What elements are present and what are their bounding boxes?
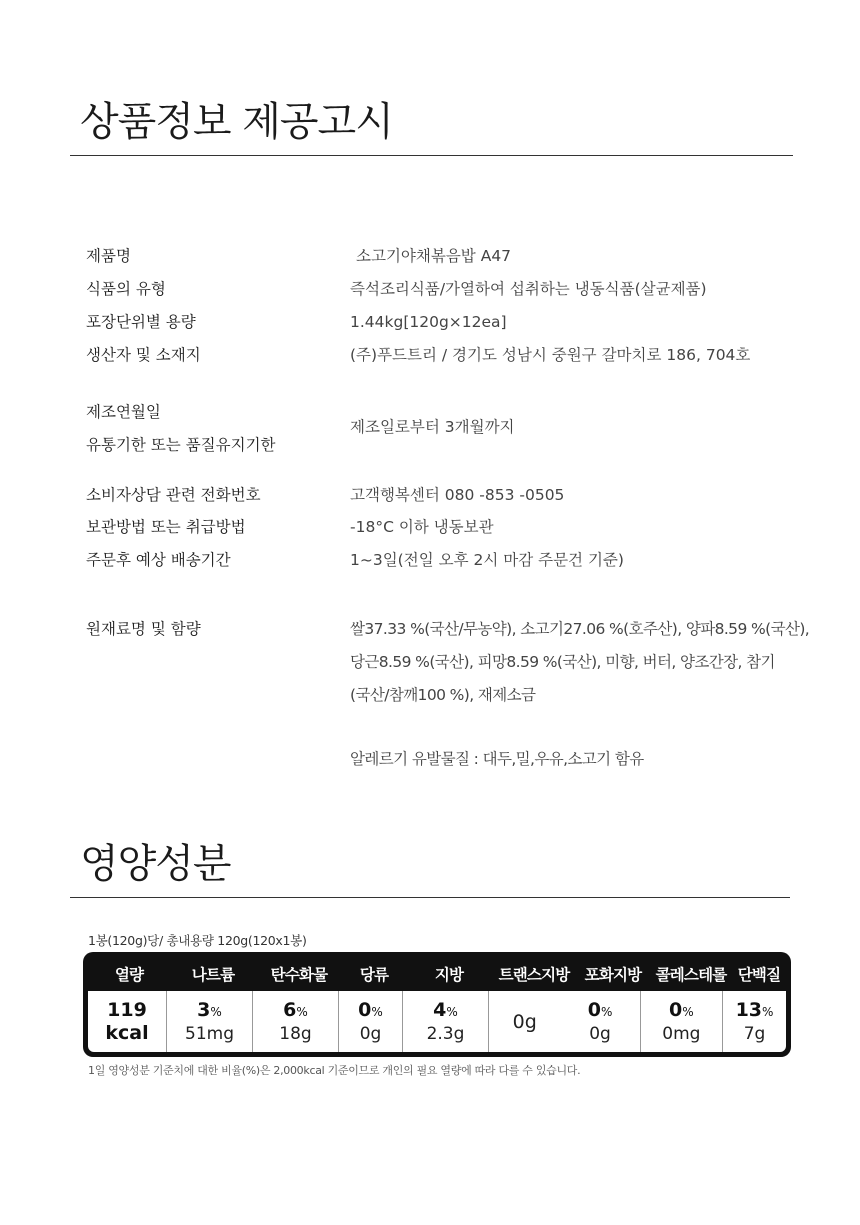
header-cholesterol: 콜레스테롤 <box>655 966 727 984</box>
sodium-amount: 51mg <box>185 1023 234 1044</box>
cholesterol-amount: 0mg <box>662 1023 701 1044</box>
cell-fat <box>402 991 488 1052</box>
calories-unit: kcal <box>105 1021 149 1044</box>
label-product-name: 제품명 <box>86 247 131 265</box>
header-protein: 단백질 <box>737 966 781 984</box>
value-ingredients-line: 당근8.59 %(국산), 피망8.59 %(국산), 미향, 버터, 양조간장, 참기 <box>350 653 775 671</box>
value-phone: 고객행복센터 080 -853 -0505 <box>350 486 565 504</box>
fat-amount: 2.3g <box>426 1023 465 1044</box>
header-saturated-fat: 포화지방 <box>584 966 642 984</box>
header-fat: 지방 <box>434 966 464 984</box>
value-package-volume: 1.44kg[120g×12ea] <box>350 313 507 331</box>
value-manufacturer: (주)푸드트리 / 경기도 성남시 중원구 갈마치로 186, 704호 <box>350 346 751 364</box>
label-manufacturer: 생산자 및 소재지 <box>86 346 201 364</box>
saturated-fat-pct: 0% <box>587 998 613 1021</box>
nutrition-header-row <box>88 957 786 991</box>
value-expiration: 제조일로부터 3개월까지 <box>350 418 515 436</box>
header-calories: 열량 <box>114 966 144 984</box>
value-ingredients-line: (국산/참깨100 %), 재제소금 <box>350 686 536 704</box>
value-delivery: 1~3일(전일 오후 2시 마감 주문건 기준) <box>350 551 624 569</box>
value-storage: -18°C 이하 냉동보관 <box>350 518 494 536</box>
cell-sugars <box>338 991 402 1052</box>
label-food-type: 식품의 유형 <box>86 280 166 298</box>
protein-amount: 7g <box>743 1023 766 1044</box>
label-manufacture-date: 제조연월일 <box>86 403 161 421</box>
nutrition-footnote: 1일 영양성분 기준치에 대한 비율(%)은 2,000kcal 기준이므로 개인의 필요 열량에 따라 다를 수 있습니다. <box>88 1064 581 1077</box>
fat-pct: 4% <box>433 998 458 1021</box>
label-delivery: 주문후 예상 배송기간 <box>86 551 231 569</box>
label-storage: 보관방법 또는 취급방법 <box>86 518 246 536</box>
header-sugars: 당류 <box>359 966 389 984</box>
label-package-volume: 포장단위별 용량 <box>86 313 196 331</box>
cholesterol-pct: 0% <box>669 998 694 1021</box>
cell-sodium <box>166 991 252 1052</box>
header-carbs: 탄수화물 <box>270 966 328 984</box>
label-expiration: 유통기한 또는 품질유지기한 <box>86 436 276 454</box>
saturated-fat-amount: 0g <box>589 1023 611 1044</box>
sugars-pct: 0% <box>358 998 383 1021</box>
nutrition-table <box>83 952 791 1057</box>
header-trans-fat: 트랜스지방 <box>498 966 570 984</box>
calories-value: 119 <box>107 998 147 1021</box>
value-ingredients-line: 쌀37.33 %(국산/무농약), 소고기27.06 %(호주산), 양파8.59 %(국산), <box>350 620 810 638</box>
nutrition-title: 영양성분 <box>80 841 231 887</box>
nutrition-divider <box>70 897 790 898</box>
value-allergy: 알레르기 유발물질 : 대두,밀,우유,소고기 함유 <box>350 750 644 768</box>
label-ingredients: 원재료명 및 함량 <box>86 620 201 638</box>
value-food-type: 즉석조리식품/가열하여 섭취하는 냉동식품(살균제품) <box>350 280 707 298</box>
title-divider <box>70 155 793 156</box>
protein-pct: 13% <box>735 998 774 1021</box>
cell-carbs <box>252 991 338 1052</box>
product-info-title: 상품정보 제공고시 <box>80 99 393 145</box>
nutrition-value-row <box>88 991 786 1052</box>
serving-size: 1봉(120g)당/ 총내용량 120g(120x1봉) <box>88 933 307 948</box>
trans-fat-amount: 0g <box>512 1010 537 1033</box>
sugars-amount: 0g <box>359 1023 382 1044</box>
value-product-name: 소고기야채볶음밥 A47 <box>356 247 512 265</box>
carbs-pct: 6% <box>283 998 308 1021</box>
carbs-amount: 18g <box>279 1023 312 1044</box>
sodium-pct: 3% <box>197 998 222 1021</box>
cholesterol-group <box>640 991 722 1052</box>
cell-trans-fat <box>488 991 722 1052</box>
label-phone: 소비자상담 관련 전화번호 <box>86 486 261 504</box>
cell-calories <box>88 991 166 1052</box>
saturated-fat-group <box>560 999 639 1045</box>
cell-protein <box>722 991 786 1052</box>
header-sodium: 나트륨 <box>191 966 235 984</box>
